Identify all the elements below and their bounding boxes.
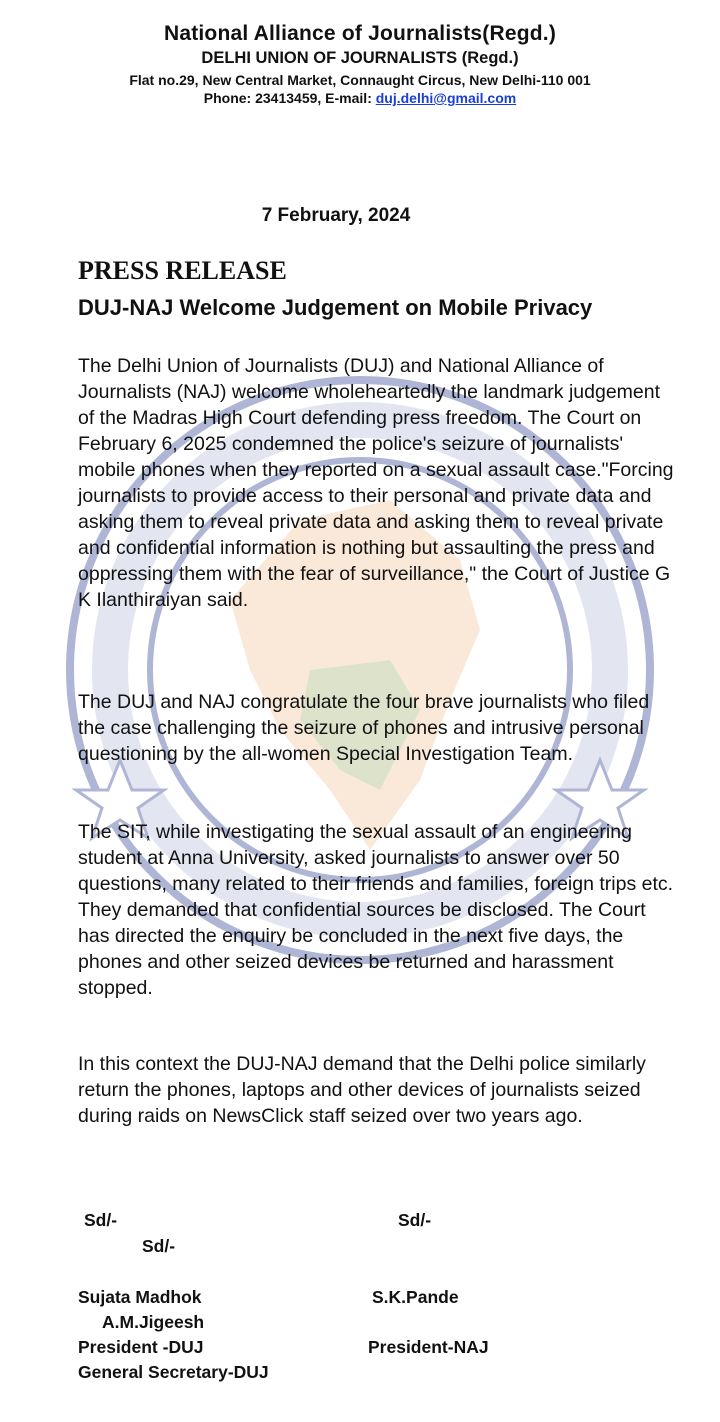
body-paragraph: The SIT, while investigating the sexual assault of an engineering student at Anna University, asked journalists to answer over 50 questions, many related to their friends and families, foreign trips etc. They demanded that confidential sources be disclosed. The Court has directed the enquiry be concluded in the next five days, the phones and other seized devices be returned and harassment stopped. — [78, 821, 674, 999]
signatory-title: President-NAJ — [368, 1337, 489, 1357]
signatory-name: A.M.Jigeesh — [102, 1312, 205, 1332]
union-name: DELHI UNION OF JOURNALISTS (Regd.) — [201, 49, 519, 67]
body-paragraph: The Delhi Union of Journalists (DUJ) and National Alliance of Journalists (NAJ) welcome wholeheartedly the landmark judgement of the Madras High Court defending press freedom. The Court on February 6, 2025 condemned the police's seizure of journalists' mobile phones when they reported on a sexual assault case."Forcing journalists to provide access to their personal and private data and asking them to reveal private data and asking them to reveal private and confidential information is nothing but assaulting the press and oppressing them with the fear of surveillance," the Court of Justice G K Ilanthiraiyan said. — [78, 355, 674, 611]
contact-line — [0, 90, 720, 106]
press-release-label: PRESS RELEASE — [78, 256, 287, 285]
body-paragraph: The DUJ and NAJ congratulate the four brave journalists who filed the case challenging the seizure of phones and intrusive personal questioning by the all-women Special Investigation Team. — [78, 691, 650, 765]
org-name: National Alliance of Journalists(Regd.) — [163, 22, 557, 45]
headline: DUJ-NAJ Welcome Judgement on Mobile Privacy — [78, 295, 593, 320]
signature-mark: Sd/- — [84, 1210, 118, 1230]
signatory-name: S.K.Pande — [372, 1287, 459, 1307]
release-date: 7 February, 2024 — [261, 205, 411, 226]
email-link[interactable]: duj.delhi@gmail.com — [375, 90, 517, 106]
signature-mark: Sd/- — [142, 1236, 176, 1256]
letterhead — [0, 0, 720, 106]
body-paragraph: In this context the DUJ-NAJ demand that the Delhi police similarly return the phones, laptops and other devices of journalists seized during raids on NewsClick staff seized over two years ago. — [78, 1053, 646, 1127]
phone-text: Phone: 23413459, E-mail: — [203, 90, 376, 106]
signatory-title: President -DUJ — [78, 1337, 204, 1357]
signature-mark: Sd/- — [398, 1210, 432, 1230]
signatory-title: General Secretary-DUJ — [78, 1362, 269, 1382]
signatory-name: Sujata Madhok — [78, 1287, 202, 1307]
address: Flat no.29, New Central Market, Connaught Circus, New Delhi-110 001 — [129, 72, 591, 88]
